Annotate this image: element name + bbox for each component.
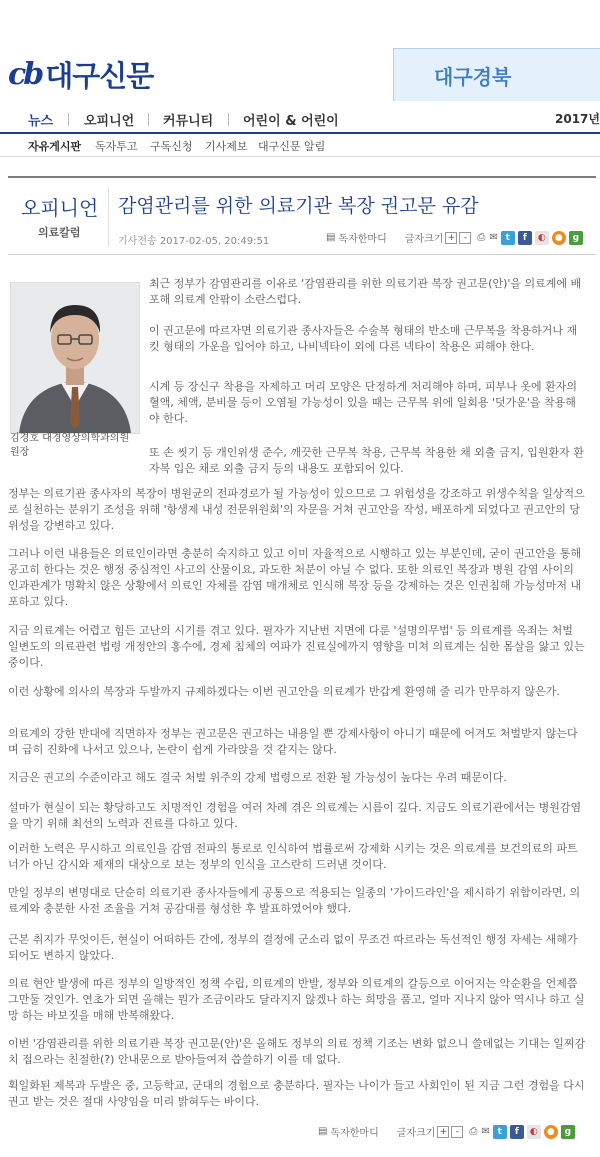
- subsection-name[interactable]: 의료칼럼: [38, 226, 81, 239]
- rss-icon[interactable]: ●: [552, 231, 566, 245]
- divider: [108, 188, 109, 246]
- twitter-icon[interactable]: t: [493, 1125, 507, 1139]
- sub-nav-reader-letters[interactable]: 독자투고: [95, 140, 138, 153]
- comment-button[interactable]: [326, 230, 387, 245]
- nav-item-opinion[interactable]: 오피니언: [84, 114, 135, 129]
- author-caption: 김경호 대경영상의학과의원 원장: [10, 433, 130, 458]
- rss-icon[interactable]: ●: [544, 1125, 558, 1139]
- nav-date: 2017년: [555, 112, 600, 126]
- print-icon[interactable]: ⎙: [477, 232, 486, 243]
- article-paragraph: 이런 상황에 의사의 복장과 두발까지 규제하겠다는 이번 권고안을 의료계가 반갑게 환영해 줄 리가 만무하지 않은가.: [8, 685, 560, 698]
- sub-nav-notice[interactable]: 대구신문 알림: [258, 140, 326, 153]
- promo-banner[interactable]: 대구경북: [393, 48, 600, 101]
- section-name[interactable]: 오피니언: [21, 196, 99, 220]
- font-plus-button[interactable]: +: [437, 1126, 449, 1138]
- site-header: [0, 0, 600, 100]
- article-header: [8, 176, 596, 255]
- article-paragraph: 이 권고문에 따르자면 의료기관 종사자들은 수술복 형태의 반소매 근무복을 착용하거나 재킷 형태의 가운을 입어야 하고, 나비넥타이 외에 다른 넥타이 착용은 피해야 한다.: [149, 324, 578, 353]
- google-icon[interactable]: g: [569, 231, 583, 245]
- nav-item-community[interactable]: 커뮤니티: [163, 114, 214, 129]
- article-toolbar-bottom: [318, 1124, 575, 1139]
- print-icon[interactable]: ⎙: [469, 1126, 478, 1137]
- article-date: 기사전송 2017-02-05, 20:49:51: [118, 236, 270, 247]
- article-paragraph: 획일화된 제복과 두발은 중, 고등학교, 군대의 경험으로 충분하다. 필자는 나이가 들고 사회인이 된 지금 그런 경험을 다시 권고 받는 것은 절대 사양임을 미리 밝혀두는 바이다.: [8, 1079, 585, 1108]
- comment-label: 독자한마디: [338, 234, 387, 245]
- twitter-icon[interactable]: t: [501, 231, 515, 245]
- nav-separator: [68, 113, 69, 126]
- font-size-label: 글자크기: [404, 234, 444, 245]
- article-paragraph: 설마가 현실이 되는 황당하고도 치명적인 경험을 여러 차례 겪은 의료계는 시름이 깊다. 지금도 의료기관에서는 병원감염을 막기 위해 최선의 노력과 진료를 다하고 있다.: [8, 801, 582, 830]
- facebook-icon[interactable]: f: [518, 231, 532, 245]
- sub-nav-news-tip[interactable]: 기사제보: [205, 140, 248, 153]
- author-photo: [10, 282, 140, 434]
- sub-nav-subscribe[interactable]: 구독신청: [150, 140, 193, 153]
- article-paragraph: 의료계의 강한 반대에 직면하자 정부는 권고문은 권고하는 내용일 뿐 강제사항이 아니기 때문에 어겨도 처벌받지 않는다며 급히 진화에 나서고 있으나, 논란이 쉽게 가라앉을 것 같지는 않다.: [8, 727, 578, 756]
- comment-icon: ▤: [326, 232, 336, 243]
- article-paragraph: 또 손 씻기 등 개인위생 준수, 깨끗한 근무복 착용, 근무복 착용한 채 외출 금지, 입원환자 환자복 입은 채로 외출 금지 등의 내용도 포함되어 있다.: [149, 446, 584, 475]
- article-paragraph: 시계 등 장신구 착용을 자제하고 머리 모양은 단정하게 처리해야 하며, 피부나 옷에 환자의 혈액, 체액, 분비물 등이 오염될 가능성이 있을 때는 근무복 위에 일회용 '덧가운'을 착용해야 한다.: [149, 380, 577, 425]
- facebook-icon[interactable]: f: [510, 1125, 524, 1139]
- font-plus-button[interactable]: +: [445, 232, 457, 244]
- google-icon[interactable]: g: [561, 1125, 575, 1139]
- site-logo[interactable]: [8, 55, 153, 93]
- nav-separator: [228, 113, 229, 126]
- article-paragraph: 의료 현안 발생에 따른 정부의 일방적인 정책 수립, 의료계의 반발, 정부와 의료계의 갈등으로 이어지는 악순환을 언제쯤 그만둘 것인가. 연초가 되면 올해는 뭔가 조금이라도 달라지지 않겠나 하는 희망을 품고, 얼마 지나지 않아 역시나 하고 실망 하는 바보짓을 매해 반복해왔다.: [8, 977, 585, 1022]
- sub-nav: [0, 134, 600, 157]
- share-icon[interactable]: ◐: [535, 231, 549, 245]
- comment-icon: ▤: [318, 1126, 328, 1137]
- comment-button[interactable]: [318, 1124, 379, 1139]
- sub-nav-free-board[interactable]: 자유게시판: [28, 140, 82, 153]
- comment-label: 독자한마디: [330, 1128, 379, 1139]
- font-minus-button[interactable]: -: [459, 232, 471, 244]
- article-title: 감염관리를 위한 의료기관 복장 권고문 유감: [118, 195, 479, 217]
- article-paragraph: 지금은 권고의 수준이라고 해도 결국 처벌 위주의 강제 법령으로 전환 될 가능성이 높다는 우려 때문이다.: [8, 771, 507, 784]
- article-paragraph: 이번 '감염관리를 위한 의료기관 복장 권고문(안)'은 올해도 정부의 의료 정책 기조는 변화 없으니 쓸데없는 기대는 일찌감치 접으라는 친절한(?) 안내문으로 받아들여져 씁쓸하기 이를 데 없다.: [8, 1037, 586, 1066]
- article-paragraph: 그러나 이런 내용들은 의료인이라면 충분히 숙지하고 있고 이미 자율적으로 시행하고 있는 부분인데, 굳이 권고안을 통해 공고히 한다는 것은 행정 중심적인 사고의 산물이요, 과도한 처분이 아닐 수 없다. 또한 의료인 복장과 병원 감염 사이의 인과관계가 명확치 않은 상황에서 의료인 자체를 감염 매개체로 인식해 복장 등을 강제하는 것은 인권침해 가능성마저 내포하고 있다.: [8, 547, 582, 608]
- font-size-label: 글자크기: [396, 1128, 436, 1139]
- article-paragraph: 만일 정부의 변명대로 단순히 의료기관 종사자들에게 공통으로 적용되는 일종의 '가이드라인'을 제시하기 위함이라면, 의료계와 충분한 사전 조율을 거쳐 공감대를 형성한 후 발표하였어야 했다.: [8, 886, 581, 915]
- article-paragraph: 지금 의료계는 어렵고 힘든 고난의 시기를 겪고 있다. 필자가 지난번 지면에 다룬 '설명의무법' 등 의료계를 옥죄는 처벌 일변도의 의료관련 법령 개정안의 홍수에, 경제 침체의 여파가 진료실에까지 영향을 미쳐 의료계는 심한 몸살을 앓고 있는 중이다.: [8, 624, 585, 669]
- logo-mark: cb: [8, 56, 42, 92]
- article-paragraph: 최근 정부가 감염관리를 이유로 '감염관리를 위한 의료기관 복장 권고문(안)'을 의료계에 배포해 의료계 안팎이 소란스럽다.: [149, 277, 582, 306]
- article-paragraph: 정부는 의료기관 종사자의 복장이 병원균의 전파경로가 될 가능성이 있으므로 그 위험성을 강조하고 위생수칙을 일상적으로 실천하는 분위기 조성을 위해 '항생제 내성 전문위원회'의 자문을 거쳐 권고안을 작성, 배포하게 되었다고 권고안의 당위성을 강변하고 있다.: [8, 487, 585, 532]
- article-paragraph: 근본 취지가 무엇이든, 현실이 어떠하든 간에, 정부의 결정에 군소리 없이 무조건 따르라는 독선적인 행정 자세는 새해가 되어도 변하지 않았다.: [8, 933, 578, 962]
- nav-item-news[interactable]: 뉴스: [28, 114, 54, 129]
- email-icon[interactable]: ✉: [489, 232, 498, 243]
- article-paragraph: 이러한 노력은 무시하고 의료인을 감염 전파의 통로로 인식하여 법률로써 강제화 시키는 것은 의료계를 보건의료의 파트너가 아닌 감시와 제재의 대상으로 보는 정부의 인식을 고스란히 드러낸 것이다.: [8, 842, 578, 871]
- email-icon[interactable]: ✉: [481, 1126, 490, 1137]
- author-portrait-icon: [11, 283, 139, 433]
- nav-item-children[interactable]: 어린이 & 어린이: [243, 114, 339, 129]
- article-toolbar-top: [326, 230, 583, 245]
- nav-separator: [148, 113, 149, 126]
- logo-text: 대구신문: [45, 58, 154, 93]
- font-minus-button[interactable]: -: [451, 1126, 463, 1138]
- share-icon[interactable]: ◐: [527, 1125, 541, 1139]
- main-nav: [0, 104, 600, 134]
